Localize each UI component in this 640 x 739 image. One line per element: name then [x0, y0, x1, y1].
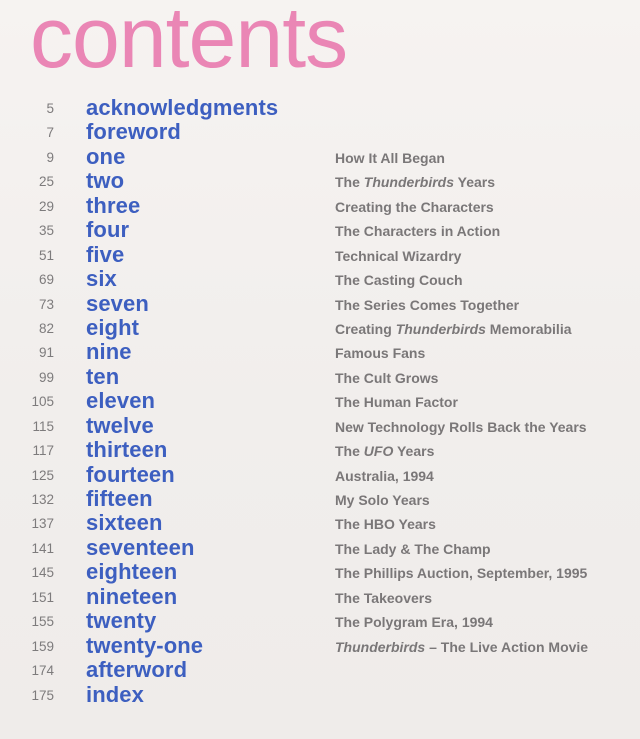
page-number: 51: [38, 247, 54, 263]
chapter-label: four: [86, 217, 130, 243]
page-number: 145: [31, 565, 54, 581]
chapter-subtitle: The Cult Grows: [335, 369, 439, 386]
page-number: 73: [38, 296, 54, 312]
toc-entry: [0, 438, 640, 462]
chapter-subtitle: Famous Fans: [335, 345, 426, 362]
toc-entry: [0, 218, 640, 242]
toc-entry: [0, 634, 640, 658]
chapter-subtitle-prefix: The: [335, 174, 364, 191]
page-number: 82: [38, 320, 54, 336]
chapter-subtitle-prefix: Creating: [335, 320, 396, 337]
toc-entry: [0, 365, 640, 389]
chapter-label: foreword: [86, 119, 181, 145]
chapter-label: twenty: [86, 608, 157, 634]
chapter-label: seven: [86, 290, 149, 316]
chapter-subtitle: [335, 321, 572, 337]
chapter-label: sixteen: [86, 510, 163, 536]
chapter-subtitle: Technical Wizardry: [335, 247, 462, 264]
page-title: contents: [30, 0, 348, 86]
chapter-label: twenty-one: [86, 632, 204, 658]
chapter-label: twelve: [86, 412, 154, 438]
chapter-subtitle: The Phillips Auction, September, 1995: [335, 565, 588, 582]
toc-entry: [0, 389, 640, 413]
page-number: 117: [32, 443, 54, 459]
toc-entry: [0, 658, 640, 682]
chapter-label: afterword: [86, 657, 188, 683]
chapter-subtitle-suffix: Memorabilia: [485, 320, 572, 337]
toc-entry: [0, 120, 640, 144]
page-number: 69: [38, 272, 54, 288]
chapter-subtitle: The Human Factor: [335, 394, 458, 411]
toc-entry: [0, 292, 640, 316]
chapter-subtitle-italic-title: UFO: [363, 443, 394, 460]
toc-entry: [0, 536, 640, 560]
chapter-subtitle: The Polygram Era, 1994: [335, 614, 493, 631]
chapter-subtitle: [335, 174, 495, 190]
chapter-subtitle-suffix: Years: [393, 443, 435, 460]
chapter-subtitle: The Series Comes Together: [335, 296, 520, 313]
chapter-subtitle: The Characters in Action: [335, 223, 501, 240]
toc-entry: [0, 169, 640, 193]
chapter-label: nineteen: [86, 583, 178, 609]
toc-entry: [0, 414, 640, 438]
page-number: 9: [46, 149, 54, 165]
toc-entry: [0, 316, 640, 340]
toc-entry: [0, 96, 640, 120]
toc-entry: [0, 511, 640, 535]
chapter-label: two: [86, 168, 125, 194]
page-number: 115: [32, 418, 54, 434]
page-number: 125: [31, 467, 54, 483]
chapter-label: fourteen: [86, 461, 175, 487]
page-number: 174: [31, 663, 54, 679]
page-number: 132: [31, 492, 54, 507]
toc-entry: [0, 560, 640, 584]
chapter-subtitle: My Solo Years: [335, 492, 430, 508]
toc-entry: [0, 487, 640, 511]
chapter-subtitle: The Lady & The Champ: [335, 540, 491, 557]
chapter-label: fifteen: [86, 486, 153, 511]
toc-entry: [0, 585, 640, 609]
toc-entry: [0, 463, 640, 487]
chapter-label: seventeen: [86, 534, 195, 560]
table-of-contents: [0, 96, 640, 707]
chapter-subtitle: Creating the Characters: [335, 198, 494, 215]
chapter-subtitle-suffix: Years: [454, 174, 496, 191]
toc-entry: [0, 683, 640, 707]
chapter-label: one: [86, 143, 126, 169]
page-number: 91: [38, 345, 54, 361]
chapter-label: eight: [86, 314, 140, 340]
page-number: 29: [38, 198, 54, 214]
chapter-label: thirteen: [86, 437, 168, 463]
chapter-label: index: [86, 681, 144, 707]
chapter-label: ten: [86, 363, 120, 389]
chapter-label: five: [86, 241, 125, 267]
chapter-subtitle: The Takeovers: [335, 589, 433, 606]
page-number: 7: [46, 125, 54, 141]
chapter-label: three: [86, 192, 141, 218]
chapter-subtitle: New Technology Rolls Back the Years: [335, 418, 587, 435]
toc-entry: [0, 194, 640, 218]
chapter-subtitle: The HBO Years: [335, 516, 436, 533]
toc-entry: [0, 243, 640, 267]
chapter-label: acknowledgments: [86, 95, 279, 120]
chapter-subtitle-prefix: The: [335, 443, 364, 460]
page-number: 25: [38, 174, 54, 190]
page-number: 175: [31, 687, 54, 703]
chapter-subtitle-italic-title: Thunderbirds: [335, 638, 426, 655]
page-number: 5: [46, 101, 54, 116]
page-number: 137: [31, 516, 54, 532]
toc-entry: [0, 340, 640, 364]
toc-entry: [0, 609, 640, 633]
chapter-subtitle-italic-title: Thunderbirds: [395, 320, 486, 337]
chapter-label: nine: [86, 339, 132, 365]
page-number: 159: [31, 638, 54, 654]
chapter-subtitle: The Casting Couch: [335, 272, 463, 289]
chapter-label: six: [86, 266, 117, 292]
chapter-label: eleven: [86, 388, 156, 414]
chapter-subtitle-italic-title: Thunderbirds: [363, 174, 455, 191]
chapter-subtitle: Australia, 1994: [335, 467, 434, 484]
page-number: 141: [31, 540, 54, 556]
page-number: 155: [31, 614, 54, 630]
chapter-subtitle: How It All Began: [335, 149, 445, 166]
toc-entry: [0, 145, 640, 169]
chapter-subtitle: [335, 639, 588, 655]
page-number: 151: [31, 589, 54, 605]
toc-entry: [0, 267, 640, 291]
chapter-subtitle: [335, 443, 434, 459]
chapter-label: eighteen: [86, 559, 178, 585]
page-number: 105: [31, 394, 54, 410]
page-number: 99: [38, 369, 54, 385]
page-number: 35: [38, 223, 54, 239]
chapter-subtitle-suffix: – The Live Action Movie: [425, 638, 589, 655]
